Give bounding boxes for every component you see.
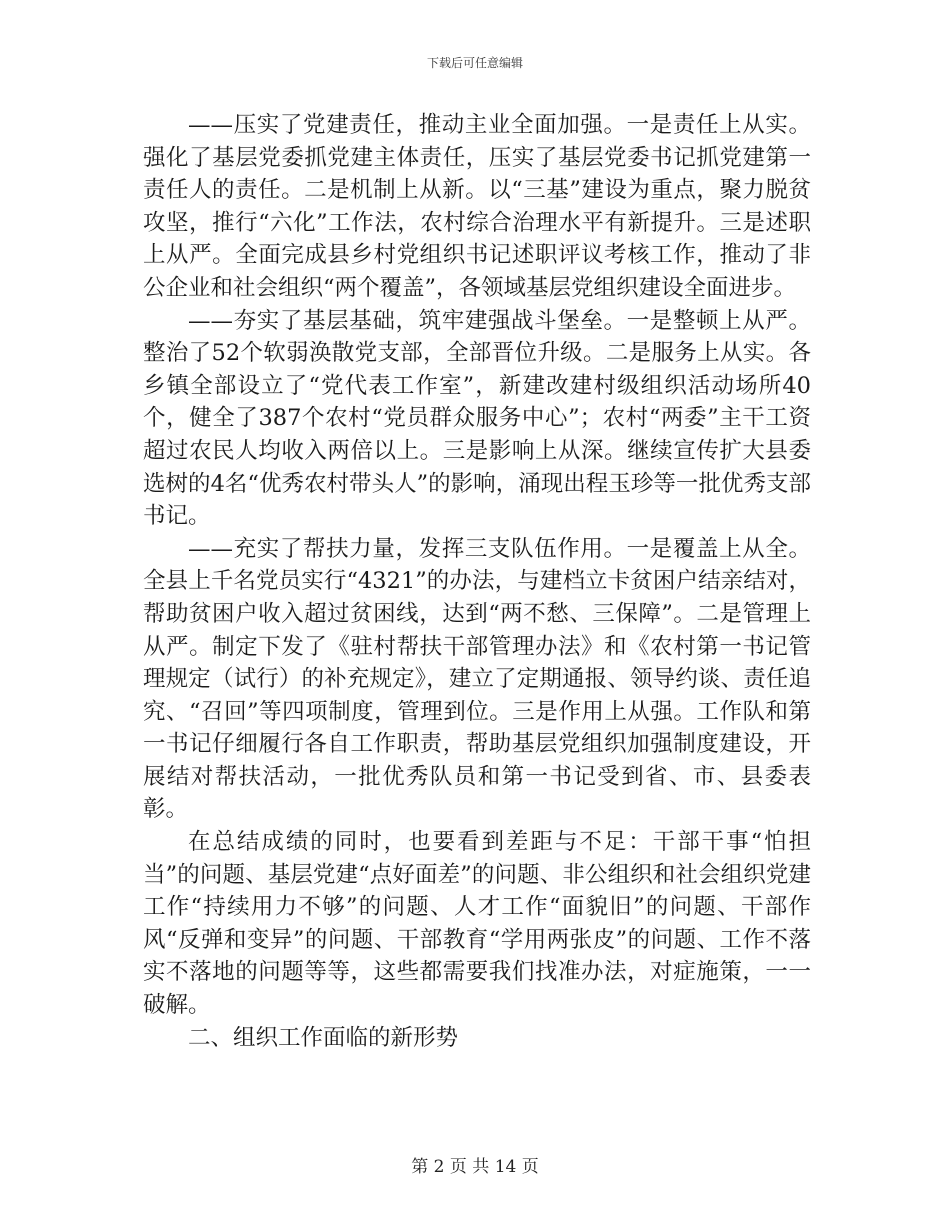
paragraph-gaps-and-shortcomings: 在总结成绩的同时，也要看到差距与不足：干部干事“怕担当”的问题、基层党建“点好面差”的问题、非公组织和社会组织党建工作“持续用力不够”的问题、人才工作“面貌旧”的问题、干部作风“反弹和变异”的问题、干部教育“学用两张皮”的问题、工作不落实不落地的问题等等，这些都需要我们找准办法，对症施策，一一破解。 (143, 829, 811, 1019)
page-header-note: 下载后可任意编辑 (426, 56, 523, 70)
paragraph-assistance-forces: ——充实了帮扶力量，发挥三支队伍作用。一是覆盖上从全。全县上千名党员实行“4321”的办法，与建档立卡贫困户结亲结对，帮助贫困户收入超过贫困线，达到“两不愁、三保障”。二是管理上从严。制定下发了《驻村帮扶干部管理办法》和《农村第一书记管理规定（试行）的补充规定》，建立了定期通报、领导约谈、责任追究、“召回”等四项制度，管理到位。三是作用上从强。工作队和第一书记仔细履行各自工作职责，帮助基层党组织加强制度建设，开展结对帮扶活动，一批优秀队员和第一书记受到省、市、县委表彰。 (143, 535, 811, 823)
document-body (143, 109, 811, 1054)
paragraph-grassroots-foundation: ——夯实了基层基础，筑牢建强战斗堡垒。一是整顿上从严。整治了52个软弱涣散党支部，全部晋位升级。二是服务上从实。各乡镇全部设立了“党代表工作室”，新建改建村级组织活动场所40个，健全了387个农村“党员群众服务中心”；农村“两委”主干工资超过农民人均收入两倍以上。三是影响上从深。继续宣传扩大县委选树的4名“优秀农村带头人”的影响，涌现出程玉珍等一批优秀支部书记。 (143, 307, 811, 530)
section-heading: 二、组织工作面临的新形势 (188, 1024, 459, 1051)
page-number-footer: 第 2 页 共 14 页 (411, 1157, 539, 1177)
paragraph-party-building-responsibility: ——压实了党建责任，推动主业全面加强。一是责任上从实。强化了基层党委抓党建主体责任，压实了基层党委书记抓党建第一责任人的责任。二是机制上从新。以“三基”建设为重点，聚力脱贫攻坚，推行“六化”工作法，农村综合治理水平有新提升。三是述职上从严。全面完成县乡村党组织书记述职评议考核工作，推动了非公企业和社会组织“两个覆盖”，各领域基层党组织建设全面进步。 (143, 112, 811, 301)
